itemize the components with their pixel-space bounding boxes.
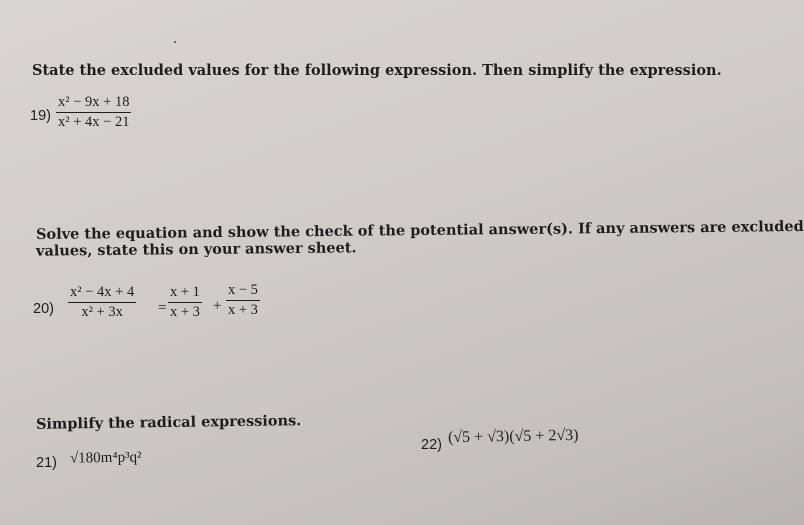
q20-frac1-numerator: x² − 4x + 4 bbox=[70, 284, 135, 300]
q20-frac3-denominator: x + 3 bbox=[228, 302, 258, 319]
radicals-instruction: Simplify the radical expressions. bbox=[35, 412, 302, 433]
q19-fraction bbox=[56, 94, 131, 131]
pencil-dot bbox=[174, 41, 176, 43]
q20-frac1-denominator: x² + 3x bbox=[81, 304, 123, 321]
q20-number: 20) bbox=[33, 301, 54, 317]
q20-frac2-denominator: x + 3 bbox=[170, 304, 200, 321]
q19-instruction: State the excluded values for the following expression. Then simplify the expression. bbox=[32, 62, 722, 79]
q20-plus: + bbox=[213, 298, 222, 314]
q20-instruction-line1: Solve the equation and show the check of the potential answer(s). If any answers are excluded bbox=[35, 217, 804, 244]
q20-frac2-numerator: x + 1 bbox=[170, 284, 200, 300]
q20-fraction-1 bbox=[68, 284, 136, 321]
q19-numerator: x² − 9x + 18 bbox=[58, 94, 130, 110]
q19-number: 19) bbox=[30, 108, 51, 124]
q22-number: 22) bbox=[421, 437, 442, 453]
q20-fraction-3 bbox=[226, 282, 260, 319]
q20-equals: = bbox=[158, 300, 167, 316]
q20-instruction-line2: values, state this on your answer sheet. bbox=[35, 239, 357, 260]
q21-number: 21) bbox=[36, 455, 57, 471]
q22-expression: (√5 + √3)(√5 + 2√3) bbox=[447, 426, 579, 447]
q21-expression: √180m⁴p³q² bbox=[69, 449, 142, 467]
q20-fraction-2 bbox=[168, 284, 202, 321]
q19-denominator: x² + 4x − 21 bbox=[58, 114, 130, 131]
q20-frac3-numerator: x − 5 bbox=[228, 282, 258, 298]
